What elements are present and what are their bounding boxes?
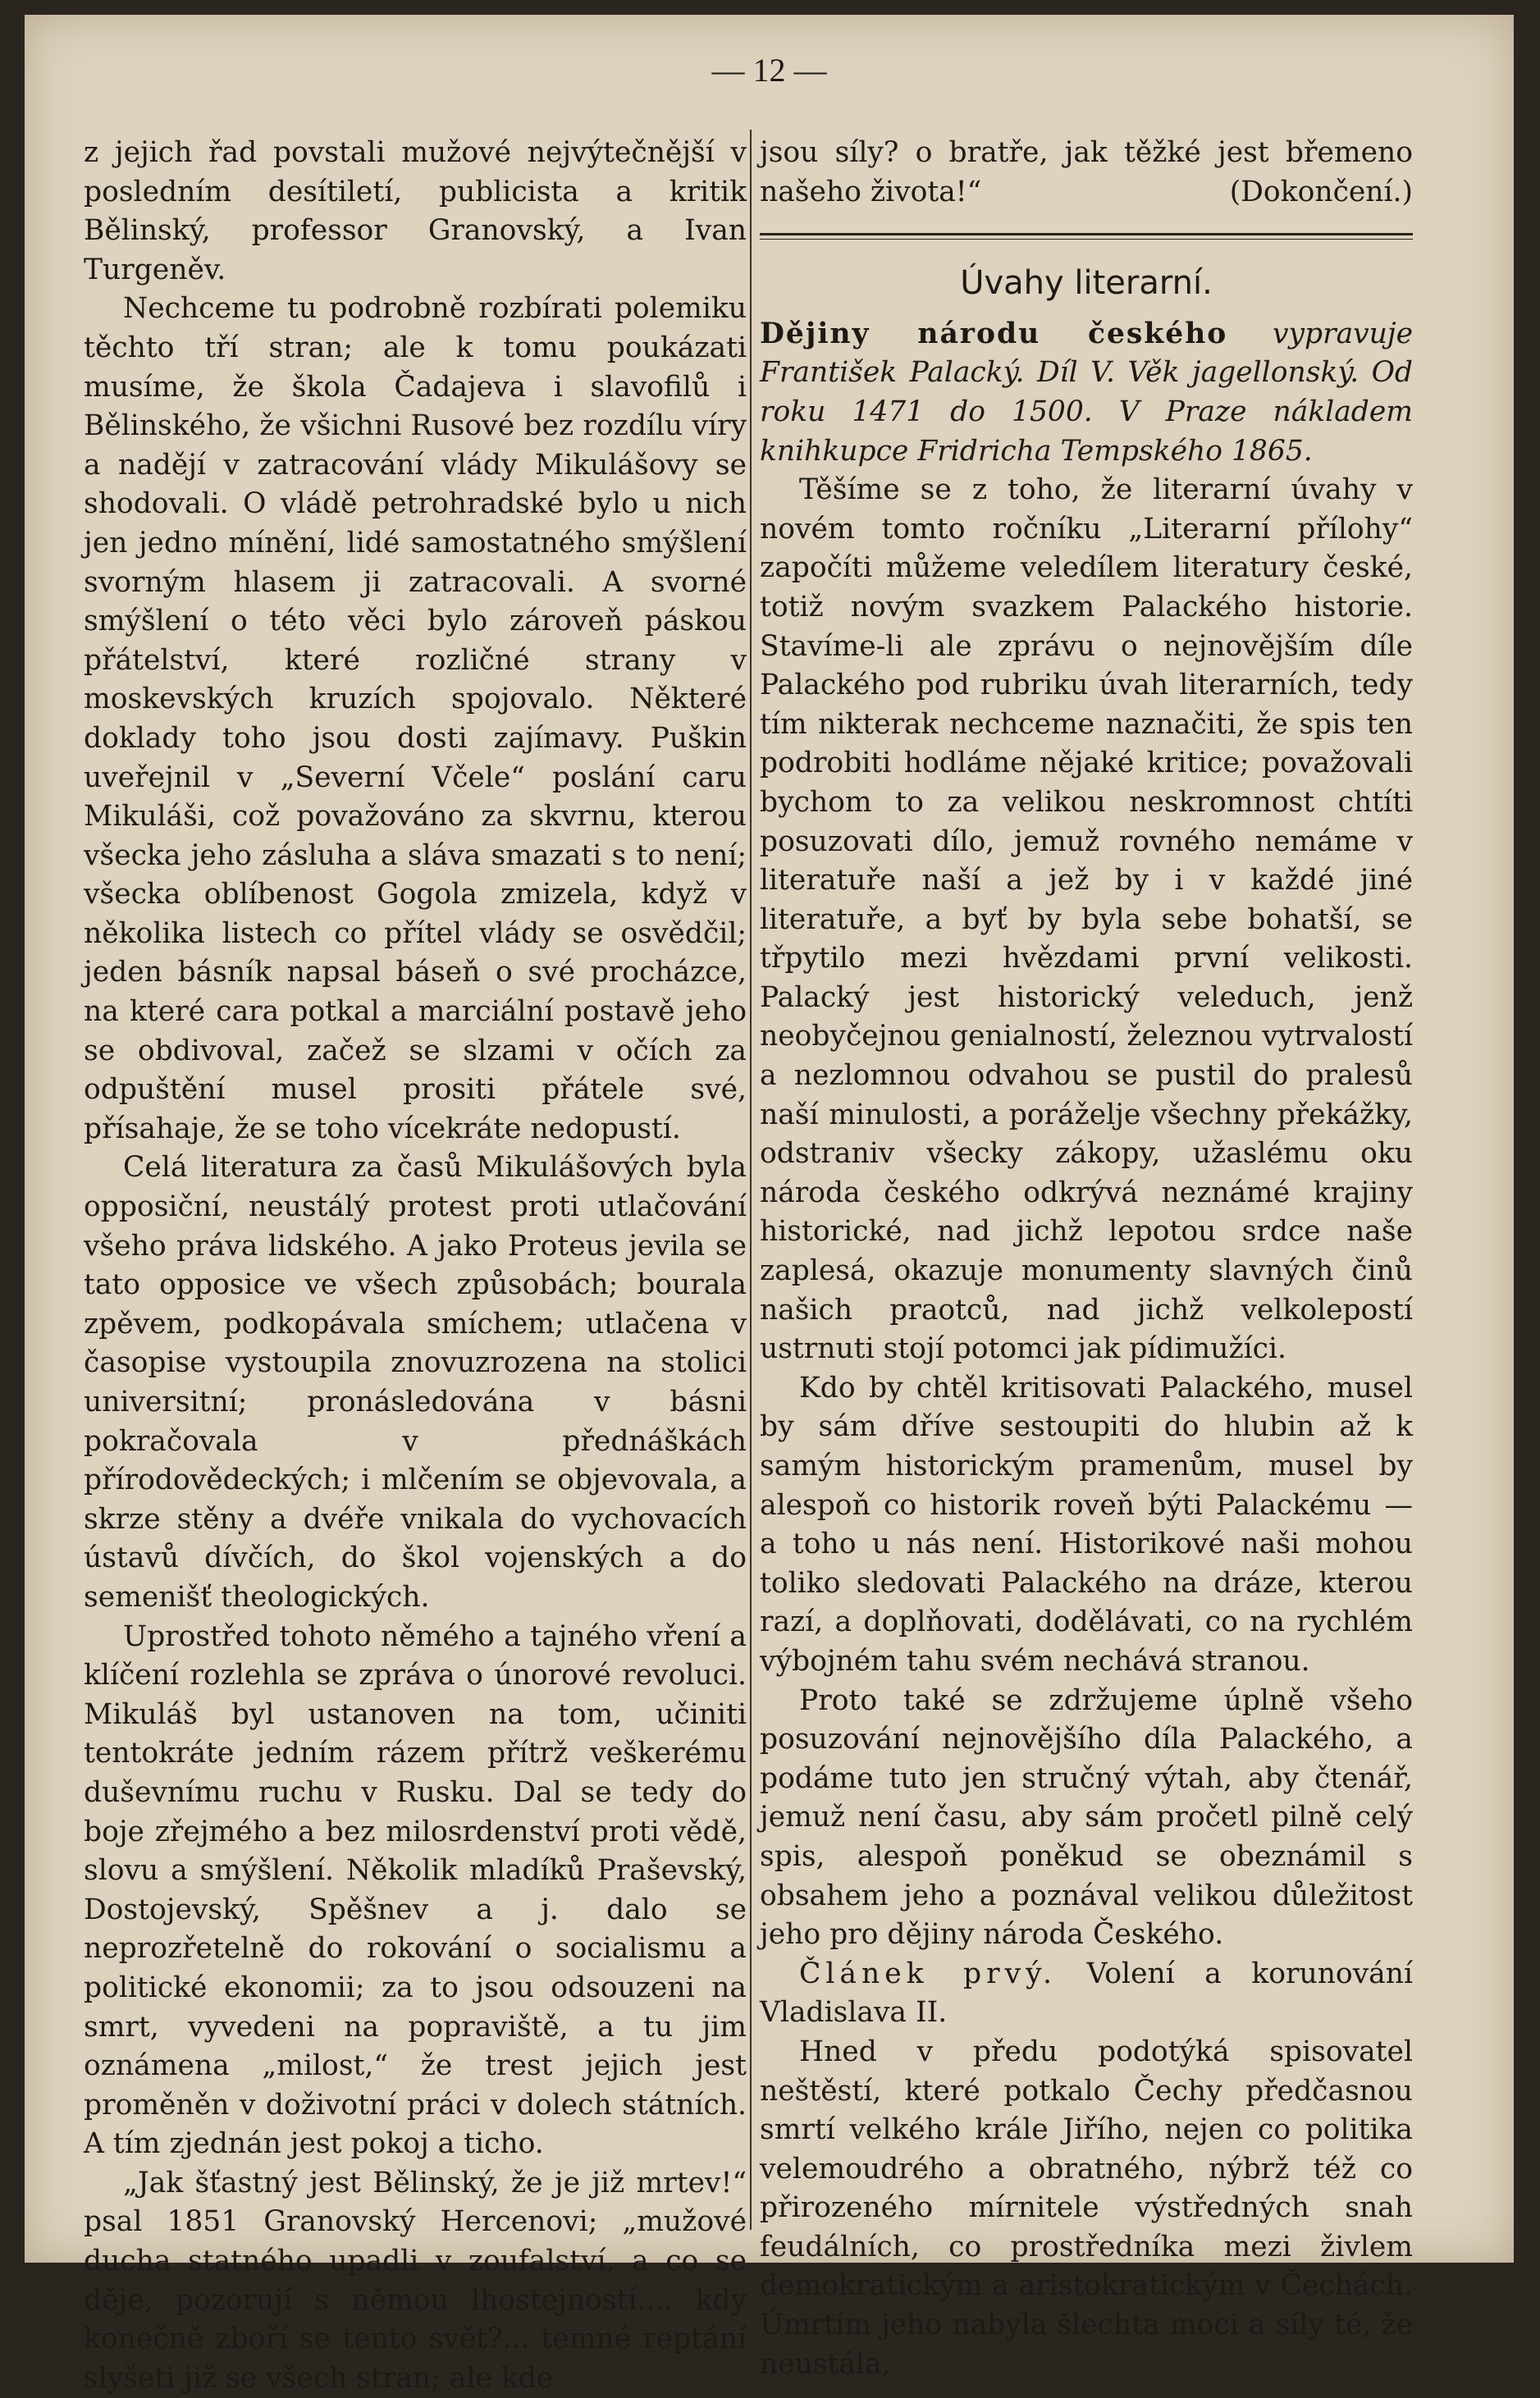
paragraph: Proto také se zdržujeme úplně všeho posuzování nejnovějšího díla Palackého, a podáme tuto jen stručný výtah, aby čtenář, jemuž není času, aby sám pročetl pilně celý spis, alespoň poněkud se obeznámil s obsahem jeho a poznával velikou důležitost jeho pro dějiny národa Českého.: [760, 1683, 1413, 1952]
paragraph: Nechceme tu podrobně rozbírati polemiku těchto tří stran; ale k tomu poukázati musíme, že škola Čadajeva i slavofilů i Bělinského, že všichni Rusové bez rozdílu víry a nadějí v zatracování vlády Mikulášovy se shodovali. O vládě petrohradské bylo u nich jen jedno mínění, lidé samostatného smýšlení svorným hlasem ji zatracovali. A svorné smýšlení o této věci bylo zároveň páskou přátelství, které rozličné strany v moskevských kruzích spojovalo. Některé doklady toho jsou dosti zajímavy. Puškin uveřejnil v „Severní Včele“ poslání caru Mikuláši, což považováno za skvrnu, kterou všecka jeho zásluha a sláva smazati s to není; všecka oblíbenost Gogola zmizela, když v několika listech co přítel vlády se osvědčil; jeden básník napsal báseň o své procházce, na které cara potkal a marciální postavě jeho se obdivoval, začež se slzami v očích za odpuštění musel prositi přátele své, přísahaje, že se toho vícekráte nedopustí.: [84, 292, 747, 1145]
left-column: [84, 134, 747, 2395]
article-heading: [760, 1955, 1413, 2033]
paragraph: Celá literatura za časů Mikulášových byla opposiční, neustálý protest proti utlačování všeho práva lidského. A jako Proteus jevila se tato opposice ve všech způsobách; bourala zpěvem, podkopávala smíchem; utlačena v časopise vystoupila znovuzrozena na stolici universitní; pronásledována v básni pokračovala v přednáškách přírodovědeckých; i mlčením se objevovala, a skrze stěny a dvéře vnikala do vychovacích ústavů dívčích, do škol vojenských a do semenišť theologických.: [84, 1151, 747, 1614]
book-heading: [760, 315, 1413, 471]
page-number: — 12 —: [711, 52, 827, 89]
article-title: Volení a korunování Vladislava II.: [760, 1957, 1414, 2030]
page: [25, 15, 1514, 2395]
book-title: Dějiny národu českého: [760, 317, 1228, 350]
paragraph: z jejich řad povstali mužové nejvýtečnější v posledním desítiletí, publicista a kritik Bělinský, professor Granovský, a Ivan Turgeněv.: [84, 136, 747, 286]
paragraph: „Jak šťastný jest Bělinský, že je již mrtev!“ psal 1851 Granovský Hercenovi; „mužové ducha statného upadli v zoufalství, a co se děje, pozorují s němou lhostejností.... kdy konečně zboří se tento svět?... temné reptání slyšeti již se všech stran; ale kde: [84, 2166, 747, 2395]
paragraph: Těšíme se z toho, že literarní úvahy v novém tomto ročníku „Literarní přílohy“ započíti můžeme veledílem literatury české, totiž novým svazkem Palackého historie. Stavíme-li ale zprávu o nejnovějším díle Palackého pod rubriku úvah literarních, tedy tím nikterak nechceme naznačiti, že spis ten podrobiti hodláme nějaké kritice; považovali bychom to za velikou neskromnost chtíti posuzovati dílo, jemuž rovného nemáme v literatuře naší a jež by i v každé jiné literatuře, a byť by byla sebe bohatší, se třpytilo mezi hvězdami první velikosti. Palacký jest historický veleduch, jenž neobyčejnou genialností, železnou vytrvalostí a nezlomnou odvahou se pustil do pralesů naší minulosti, a poráželje všechny překážky, odstraniv všecky zákopy, užaslému oku národa českého odkrývá neznámé krajiny historické, nad jichž lepotou srdce naše zaplesá, okazuje monumenty slavných činů našich praotců, nad jichž velkolepostí ustrnuti stojí potomci jak pídimužíci.: [760, 473, 1413, 1366]
book-subtitle: vypravuje František Palacký. Díl V. Věk jagellonský. Od roku 1471 do 1500. V Praze nákladem knihkupce Fridricha Tempského 1865.: [760, 317, 1413, 468]
column-divider: [750, 130, 752, 2230]
article-label: Článek prvý.: [799, 1957, 1057, 1990]
section-title: Úvahy literarní.: [960, 264, 1213, 303]
section-rule: [760, 233, 1413, 240]
paragraph: Uprostřed tohoto němého a tajného vření a klíčení rozlehla se zpráva o únorové revoluci. Mikuláš byl ustanoven na tom, učiniti tentokráte jedním rázem přítrž veškerému duševnímu ruchu v Rusku. Dal se tedy do boje zřejmého a bez milosrdenství proti vědě, slovu a smýšlení. Několik mladíků Praševský, Dostojevský, Spěšnev a j. dalo se neprozřetelně do rokování o socialismu a politické ekonomii; za to jsou odsouzeni na smrt, vyvedeni na popraviště, a tu jim oznámena „milost,“ že trest jejich jest proměněn v doživotní práci v dolech státních. A tím zjednán jest pokoj a ticho.: [84, 1619, 747, 2161]
paragraph: Kdo by chtěl kritisovati Palackého, musel by sám dříve sestoupiti do hlubin až k samým historickým pramenům, musel by alespoň co historik roveň býti Palackému — a toho u nás není. Historikové naši mohou toliko sledovati Palackého na dráze, kterou razí, a doplňovati, dodělávati, co na rychlém výbojném tahu svém nechává stranou.: [760, 1371, 1413, 1678]
paragraph: Hned v předu podotýká spisovatel neštěstí, které potkalo Čechy předčasnou smrtí velkého krále Jiřího, nejen co politika velemoudrého a obratného, nýbrž též co přirozeného mírnitele výstředných snah feudálních, co prostředníka mezi živlem demokratickým a aristokratickým v Čechách. Úmrtím jeho nabyla šlechta moci a síly té, že neustála,: [760, 2035, 1413, 2381]
right-column: [760, 134, 1414, 2381]
concluded-note: (Dokončení.): [1229, 175, 1413, 208]
continuation-text: jsou síly? o bratře, jak těžké jest břemeno našeho života!“: [760, 136, 1413, 208]
paragraph-continuation: [760, 134, 1413, 212]
